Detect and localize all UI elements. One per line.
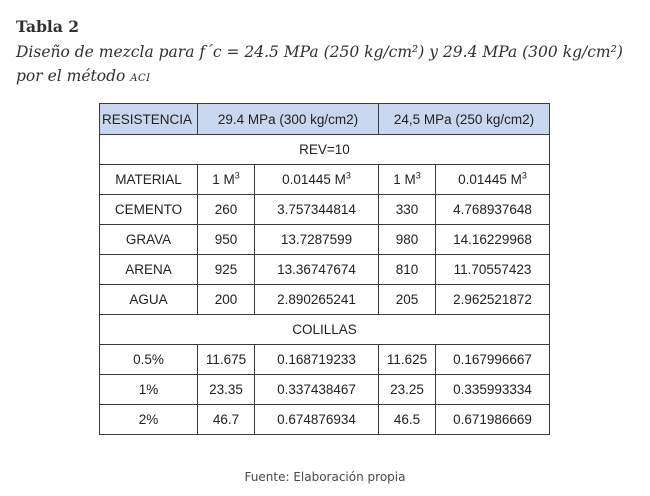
unit-text: 1 M: [212, 172, 235, 187]
value-cell: 0.674876934: [255, 405, 379, 435]
value-cell: 205: [379, 285, 436, 315]
value-cell: 4.768937648: [436, 195, 550, 225]
unit-cell: [379, 165, 436, 195]
value-cell: 11.625: [379, 345, 436, 375]
table-row: [100, 255, 550, 285]
unit-text: 1 M: [393, 172, 416, 187]
percent-label: 2%: [100, 405, 198, 435]
header-group-1: 29.4 MPa (300 kg/cm2): [198, 104, 379, 135]
unit-cell: [198, 165, 255, 195]
table-row: [100, 405, 550, 435]
table-label: Tabla 2: [16, 17, 80, 36]
rev-row: [100, 135, 550, 165]
value-cell: 23.25: [379, 375, 436, 405]
title-text: Diseño de mezcla para f´c = 24.5 MPa (250 kg/cm²) y 29.4 MPa (300 kg/cm²) por el método: [16, 43, 623, 85]
value-cell: 980: [379, 225, 436, 255]
unit-exponent: 3: [415, 170, 421, 181]
value-cell: 0.167996667: [436, 345, 550, 375]
unit-cell: [255, 165, 379, 195]
material-name: CEMENTO: [100, 195, 198, 225]
value-cell: 2.890265241: [255, 285, 379, 315]
value-cell: 11.675: [198, 345, 255, 375]
header-group-2: 24,5 MPa (250 kg/cm2): [379, 104, 550, 135]
unit-exponent: 3: [345, 170, 351, 181]
percent-label: 1%: [100, 375, 198, 405]
percent-label: 0.5%: [100, 345, 198, 375]
value-cell: 925: [198, 255, 255, 285]
table-title: [16, 40, 646, 89]
unit-text: 0.01445 M: [458, 172, 522, 187]
value-cell: 200: [198, 285, 255, 315]
unit-exponent: 3: [234, 170, 240, 181]
unit-exponent: 3: [521, 170, 527, 181]
value-cell: 2.962521872: [436, 285, 550, 315]
value-cell: 14.16229968: [436, 225, 550, 255]
table-row: [100, 345, 550, 375]
table-row: [100, 225, 550, 255]
value-cell: 260: [198, 195, 255, 225]
value-cell: 13.7287599: [255, 225, 379, 255]
unit-text: 0.01445 M: [282, 172, 346, 187]
value-cell: 13.36747674: [255, 255, 379, 285]
value-cell: 3.757344814: [255, 195, 379, 225]
colillas-row: [100, 315, 550, 345]
table-row: [100, 195, 550, 225]
material-name: AGUA: [100, 285, 198, 315]
unit-cell: [436, 165, 550, 195]
units-row: [100, 165, 550, 195]
rev-cell: REV=10: [100, 135, 550, 165]
value-cell: 0.335993334: [436, 375, 550, 405]
material-name: ARENA: [100, 255, 198, 285]
value-cell: 330: [379, 195, 436, 225]
material-name: GRAVA: [100, 225, 198, 255]
header-row: [100, 104, 550, 135]
table-row: [100, 375, 550, 405]
value-cell: 23.35: [198, 375, 255, 405]
colillas-cell: COLILLAS: [100, 315, 550, 345]
value-cell: 0.168719233: [255, 345, 379, 375]
source-note: Fuente: Elaboración propia: [244, 470, 406, 484]
value-cell: 950: [198, 225, 255, 255]
value-cell: 11.70557423: [436, 255, 550, 285]
value-cell: 46.7: [198, 405, 255, 435]
mix-design-table: [99, 103, 550, 435]
title-method: aci: [130, 69, 151, 85]
value-cell: 0.337438467: [255, 375, 379, 405]
value-cell: 810: [379, 255, 436, 285]
material-header: MATERIAL: [100, 165, 198, 195]
value-cell: 0.671986669: [436, 405, 550, 435]
value-cell: 46.5: [379, 405, 436, 435]
table-row: [100, 285, 550, 315]
header-resistencia: RESISTENCIA: [100, 104, 198, 135]
